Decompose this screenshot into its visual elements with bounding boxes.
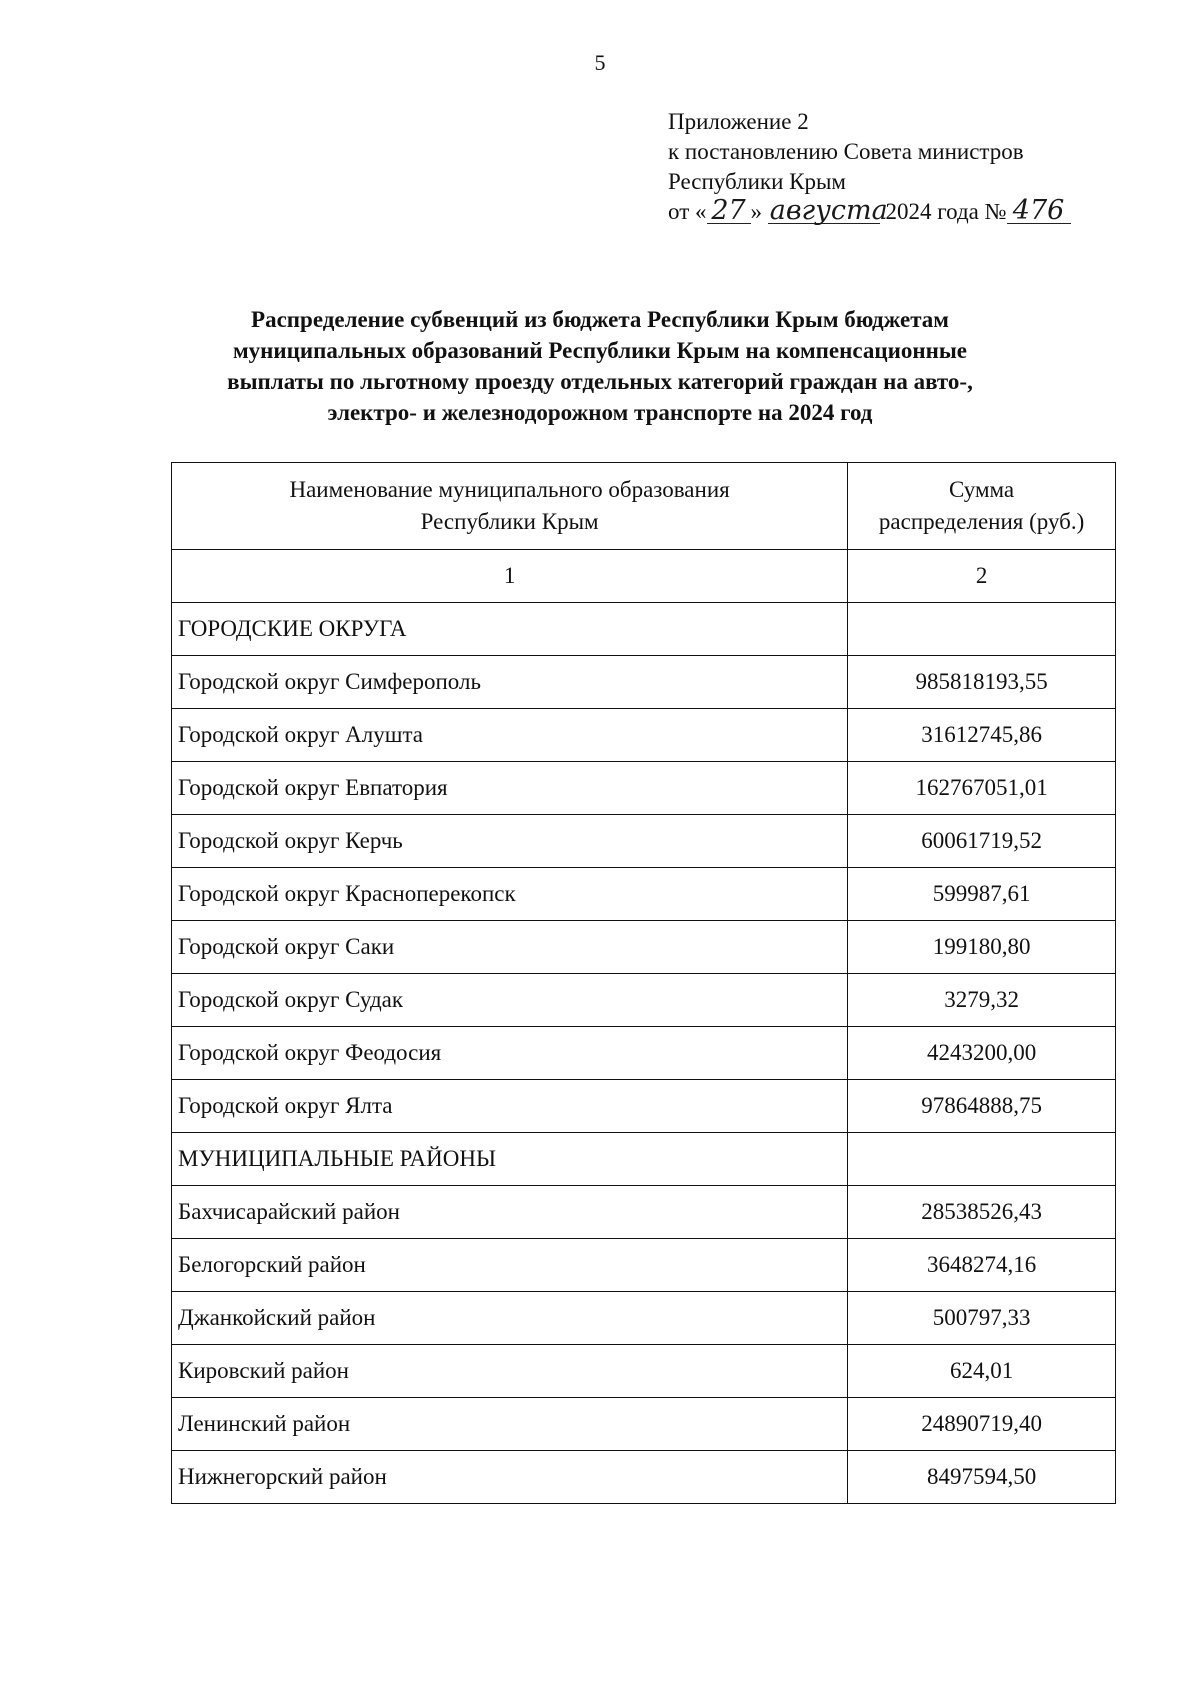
column-number-row <box>172 550 1116 603</box>
year-text: 2024 года № <box>885 199 1007 224</box>
amount-value: 162767051,01 <box>848 762 1116 815</box>
annex-decree-line: к постановлению Совета министров <box>668 139 1024 164</box>
table-row <box>172 921 1116 974</box>
section-title: ГОРОДСКИЕ ОКРУГА <box>172 603 848 656</box>
table-row <box>172 1398 1116 1451</box>
section-row-city-districts <box>172 603 1116 656</box>
title-line-3: выплаты по льготному проезду отдельных категорий граждан на авто-, <box>227 369 973 394</box>
municipality-name: Городской округ Симферополь <box>172 656 848 709</box>
amount-value: 97864888,75 <box>848 1080 1116 1133</box>
municipality-name: Городской округ Евпатория <box>172 762 848 815</box>
municipality-name: Городской округ Судак <box>172 974 848 1027</box>
header-amount-line-1: Сумма <box>949 477 1015 502</box>
handwritten-decree-number: 476 <box>1007 199 1071 224</box>
table-row <box>172 1239 1116 1292</box>
amount-value: 4243200,00 <box>848 1027 1116 1080</box>
municipality-name: Городской округ Алушта <box>172 709 848 762</box>
municipality-name: Городской округ Красноперекопск <box>172 868 848 921</box>
column-number-2: 2 <box>848 550 1116 603</box>
table-row <box>172 1080 1116 1133</box>
amount-value: 624,01 <box>848 1345 1116 1398</box>
amount-value: 60061719,52 <box>848 815 1116 868</box>
page-number: 5 <box>594 50 606 75</box>
header-amount <box>848 463 1116 550</box>
amount-value: 985818193,55 <box>848 656 1116 709</box>
title-line-4: электро- и железнодорожном транспорте на 2024 год <box>327 400 873 425</box>
table-row <box>172 1451 1116 1504</box>
annex-block <box>668 107 1071 227</box>
municipality-name: Городской округ Феодосия <box>172 1027 848 1080</box>
annex-date-line <box>668 197 1071 227</box>
table-header-row <box>172 463 1116 550</box>
municipality-name: Городской округ Керчь <box>172 815 848 868</box>
municipality-name: Джанкойский район <box>172 1292 848 1345</box>
table-row <box>172 1027 1116 1080</box>
table-row <box>172 1186 1116 1239</box>
table-row <box>172 709 1116 762</box>
handwritten-day: 27 <box>707 199 751 224</box>
amount-value: 3648274,16 <box>848 1239 1116 1292</box>
header-municipality-line-2: Республики Крым <box>420 509 599 534</box>
amount-value: 31612745,86 <box>848 709 1116 762</box>
header-amount-line-2: распределения (руб.) <box>878 509 1085 534</box>
municipality-name: Городской округ Ялта <box>172 1080 848 1133</box>
municipality-name: Городской округ Саки <box>172 921 848 974</box>
section-empty-cell <box>848 603 1116 656</box>
municipality-name: Кировский район <box>172 1345 848 1398</box>
document-title <box>150 304 1050 428</box>
distribution-table <box>171 462 1116 1504</box>
title-line-2: муниципальных образований Республики Крым на компенсационные <box>232 338 968 363</box>
amount-value: 8497594,50 <box>848 1451 1116 1504</box>
amount-value: 3279,32 <box>848 974 1116 1027</box>
header-municipality-line-1: Наименование муниципального образования <box>289 477 730 502</box>
handwritten-month: августа <box>769 195 888 226</box>
municipality-name: Ленинский район <box>172 1398 848 1451</box>
municipality-name: Нижнегорский район <box>172 1451 848 1504</box>
column-number-1: 1 <box>172 550 848 603</box>
section-row-municipal-districts <box>172 1133 1116 1186</box>
table-row <box>172 656 1116 709</box>
amount-value: 500797,33 <box>848 1292 1116 1345</box>
annex-title: Приложение 2 <box>668 109 809 134</box>
section-empty-cell <box>848 1133 1116 1186</box>
table-row <box>172 1292 1116 1345</box>
table-row <box>172 762 1116 815</box>
title-line-1: Распределение субвенций из бюджета Республики Крым бюджетам <box>251 307 949 332</box>
table-row <box>172 1345 1116 1398</box>
table-row <box>172 974 1116 1027</box>
section-title: МУНИЦИПАЛЬНЫЕ РАЙОНЫ <box>172 1133 848 1186</box>
amount-value: 599987,61 <box>848 868 1116 921</box>
table-row <box>172 868 1116 921</box>
date-prefix: от « <box>668 199 707 224</box>
amount-value: 28538526,43 <box>848 1186 1116 1239</box>
annex-republic-line: Республики Крым <box>668 169 846 194</box>
table-row <box>172 815 1116 868</box>
date-mid: » <box>750 199 762 224</box>
header-municipality <box>172 463 848 550</box>
amount-value: 199180,80 <box>848 921 1116 974</box>
municipality-name: Белогорский район <box>172 1239 848 1292</box>
amount-value: 24890719,40 <box>848 1398 1116 1451</box>
municipality-name: Бахчисарайский район <box>172 1186 848 1239</box>
